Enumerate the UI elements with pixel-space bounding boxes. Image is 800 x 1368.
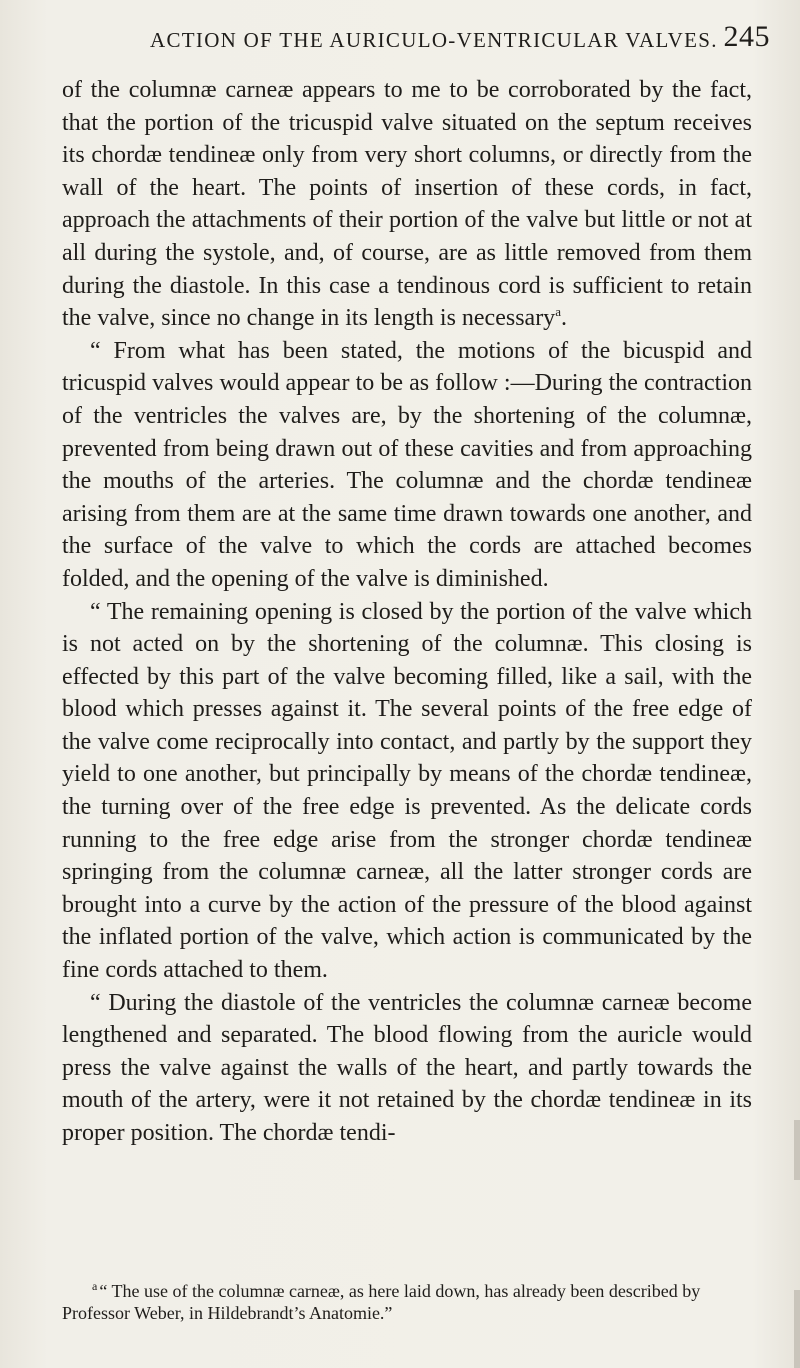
paragraph-4: “ During the diastole of the ventricles the columnæ carneæ become lengthened and separated. The blood flowing from the auricle would press the valve against the walls of the heart, and partly towards the mouth of the artery, were it not retained by the chordæ tendineæ in its proper position. The chordæ tendi- xyxy=(62,989,752,1146)
footnote xyxy=(62,1280,752,1324)
running-head: ACTION OF THE AURICULO-VENTRICULAR VALVES. xyxy=(150,28,718,52)
paragraph-3: “ The remaining opening is closed by the portion of the valve which is not acted on by the shortening of the columnæ. This closing is effected by this part of the valve becoming filled, like a sail, with the blood which presses against it. The several points of the free edge of the valve come reciprocally into contact, and partly by the support they yield to one another, but principally by means of the chordæ tendineæ, the turning over of the free edge is prevented. As the delicate cords running to the free edge arise from the stronger chordæ tendineæ springing from the columnæ carneæ, all the latter stronger cords are brought into a curve by the action of the pressure of the blood against the inflated portion of the valve, which action is communicated by the fine cords attached to them. xyxy=(62,598,752,984)
paragraph-1-text: of the columnæ carneæ appears to me to be corroborated by the fact, that the portion of the tricuspid valve situated on the septum receives its chordæ tendineæ only from very short columns, or directly from the wall of the heart. The points of insertion of these cords, in fact, approach the attachments of their portion of the valve but little or not at all during the systole, and, of course, are as little removed from them during the diastole. In this case a tendinous cord is sufficient to retain the valve, since no change in its length is necessary xyxy=(62,77,752,332)
page-number: 245 xyxy=(723,20,770,53)
footnote-text: “ The use of the columnæ carneæ, as here laid down, has already been described by Professor Weber, in Hildebrandt’s Anatomie.” xyxy=(62,1281,701,1323)
body-text xyxy=(62,74,752,1150)
page-edge-shadow-lower xyxy=(794,1290,800,1368)
footnote-mark: a xyxy=(92,1279,98,1293)
page-header xyxy=(150,20,770,60)
paragraph-2: “ From what has been stated, the motions of the bicuspid and tricuspid valves would appear to be as follow :—During the contraction of the ventricles the valves are, by the shortening of the columnæ, prevented from being drawn out of these cavities and from approaching the mouths of the arteries. The columnæ and the chordæ tendineæ arising from them are at the same time drawn towards one another, and the surface of the valve to which the cords are attached becomes folded, and the opening of the valve is diminished. xyxy=(62,337,752,592)
paragraph-1-end: . xyxy=(560,305,567,332)
page-edge-shadow xyxy=(794,1120,800,1180)
footnote-reference: a xyxy=(555,304,561,320)
paragraph-1 xyxy=(62,74,752,335)
